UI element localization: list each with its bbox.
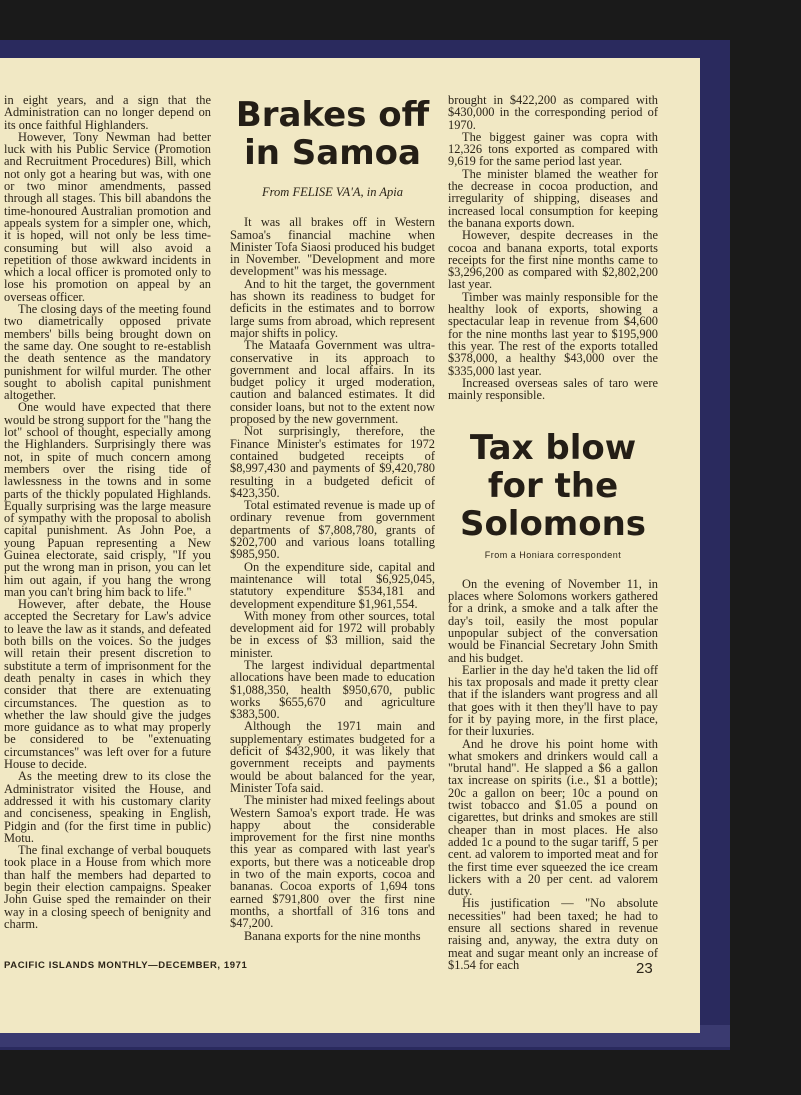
byline-samoa: From FELISE VA'A, in Apia — [262, 185, 403, 199]
column-3 — [448, 94, 658, 971]
paragraph: Increased overseas sales of taro were mainly responsible. — [448, 375, 658, 403]
paragraph: The Mataafa Government was ultra-conservative in its approach to government and local affairs. In its budget policy it urged moderation, caution and balanced estimates. It did consider loans, but not to the extent now proposed by the new government. — [230, 338, 435, 427]
paragraph: One would have expected that there would be strong support for the "hang the lot" school of thought, especially among the Highlanders. Surprisingly there was not, in spite of much concern among members over the rising tide of lawlessness in the towns and in some parts of the thickly populated Highlands. Equally surprising was the large measure of sympathy with the proposal to abolish capital punishment. As John Poe, a young Papuan representing a New Guinea electorate, said crisply, "If you put the wrong man in prison, you can let him out again, if you hang the wrong man you can't bring him back to life." — [4, 400, 211, 599]
paragraph: in eight years, and a sign that the Administration can no longer depend on its once faithful Highlanders. — [4, 93, 211, 132]
paragraph: As the meeting drew to its close the Administrator visited the House, and addressed it with his customary clarity and conciseness, speaking in English, Pidgin and (for the first time in public) Motu. — [4, 769, 211, 845]
solomons-article — [448, 429, 658, 971]
paragraph: The minister blamed the weather for the decrease in cocoa production, and irregularity of shipping, diseases and increased local consumption for keeping the banana exports down. — [448, 166, 658, 230]
magazine-page — [0, 58, 700, 1033]
paragraph: However, Tony Newman had better luck with his Public Service (Promotion and Recruitment Procedures) Bill, which not only got a hearing but was, with one or two minor amendments, passed through all stages. This bill abandons the time-honoured Australian promotion and appeals system for a simpler one, which, it is hoped, will not only be less time-consuming but will also avoid a repetition of those awkward incidents in which a local officer is promoted only to lose his promotion on appeal by an overseas officer. — [4, 129, 211, 304]
paragraph: It was all brakes off in Western Samoa's financial machine when Minister Tofa Siaosi produced his budget in November. "Development and more development" was his message. — [230, 215, 435, 279]
paragraph: The final exchange of verbal bouquets took place in a House from which more than half the members had departed to begin their election campaigns. Speaker John Guise sped the remainder on their way in a closing speech of benignity and charm. — [4, 843, 211, 931]
paragraph: The largest individual departmental allocations have been made to education $1,088,350, health $950,670, public works $655,670 and agriculture $383,500. — [230, 657, 435, 722]
paragraph: And he drove his point home with what smokers and drinkers would call a "brutal hand". He slapped a $6 a gallon tax increase on spirits (i.e., $1 a bottle); 20c a gallon on beer; 10c a pound on twist tobacco and $1.05 a pound on cigarettes, but drinks and smokes are still cheaper than in most places. He also added 1c a pound to the sugar tariff, 5 per cent. ad valorem to imported meat and for the first time ever squeezed the ice cream lickers with a 20 per cent. ad valorem duty. — [448, 736, 658, 899]
paragraph: With money from other sources, total development aid for 1972 will probably be in excess of $3 million, said the minister. — [230, 608, 435, 660]
paragraph: Banana exports for the nine months — [244, 928, 421, 943]
paragraph: On the expenditure side, capital and maintenance will total $6,925,045, statutory expenditure $534,181 and development expenditure $1,961,554. — [230, 559, 435, 611]
paragraph: Timber was mainly responsible for the healthy look of exports, showing a spectacular leap in revenue from $4,600 for the nine months last year to $195,900 this year. The rest of the exports totalled $378,000, a healthy $43,000 over the $335,000 last year. — [448, 289, 658, 378]
paragraph: And to hit the target, the government has shown its readiness to budget for deficits in the estimates and to borrow large sums from abroad, which represent major shifts in policy. — [230, 276, 435, 340]
page-number: 23 — [636, 960, 653, 977]
paragraph: brought in $422,200 as compared with $430,000 in the corresponding period of 1970. — [448, 93, 658, 132]
paragraph: The biggest gainer was copra with 12,326 tons exported as compared with 9,619 for the same period last year. — [448, 129, 658, 169]
paragraph: The closing days of the meeting found two diametrically opposed private members' bills being brought down on the same day. One sought to re-establish the death sentence as the mandatory punishment for wilful murder. The other sought to abolish capital punishment altogether. — [4, 302, 211, 403]
paragraph: The minister had mixed feelings about Western Samoa's export trade. He was happy about the considerable improvement for the first nine months this year as compared with last year's exports, but there was a noticeable drop in two of the main exports, cocoa and bananas. Cocoa exports of 1,694 tons earned $791,800 over the first nine months, a shortfall of 316 tons and $47,200. — [230, 793, 435, 931]
paragraph: His justification — "No absolute necessities" had been taxed; he had to ensure all sections shared in revenue raising and, anyway, the extra duty on meat and sugar meant only an increase of $1.54 for each — [448, 896, 658, 972]
paragraph: Not surprisingly, therefore, the Finance Minister's estimates for 1972 contained budgeted receipts of $8,997,430 and payments of $9,420,780 resulting in a budgeted deficit of $423,350. — [230, 424, 435, 500]
column-1 — [4, 94, 211, 930]
column-2 — [230, 96, 435, 942]
paragraph: However, after debate, the House accepted the Secretary for Law's advice to leave the law as it stands, and defeated both bills on the voices. So the judges will retain their present discretion to substitute a term of imprisonment for the death penalty in cases in which they consider that there are extenuating circumstances. The question as to whether the law should give the judges more guidance as to what may properly be considered to be "extenuating circumstances" was left over for a future House to decide. — [4, 597, 211, 772]
byline-solomons: From a Honiara correspondent — [484, 550, 622, 561]
paragraph: On the evening of November 11, in places where Solomons workers gathered for a drink, a smoke and a talk after the day's toil, easily the most popular unpopular subject of the conversation would be Financial Secretary John Smith and his budget. — [448, 576, 658, 665]
publication-footer: PACIFIC ISLANDS MONTHLY—DECEMBER, 1971 — [4, 960, 248, 971]
headline-samoa: Brakes off in Samoa — [235, 95, 430, 173]
paragraph: Total estimated revenue is made up of ordinary revenue from government departments of $7,808,780, grants of $202,700 and various loans totalling $985,950. — [230, 498, 435, 562]
headline-solomons: Tax blow for the Solomons — [459, 428, 647, 545]
paragraph: Earlier in the day he'd taken the lid off his tax proposals and made it pretty clear that if the islanders want progress and all that goes with it then they'll have to pay for it by paying more, in the first place, for their luxuries. — [448, 662, 658, 739]
paragraph: However, despite decreases in the cocoa and banana exports, total exports receipts for the first nine months came to $3,296,200 as compared with $2,802,200 last year. — [448, 228, 658, 292]
paragraph: Although the 1971 main and supplementary estimates budgeted for a deficit of $432,900, it was likely that government receipts and payments would be about balanced for the year, Minister Tofa said. — [230, 719, 435, 795]
